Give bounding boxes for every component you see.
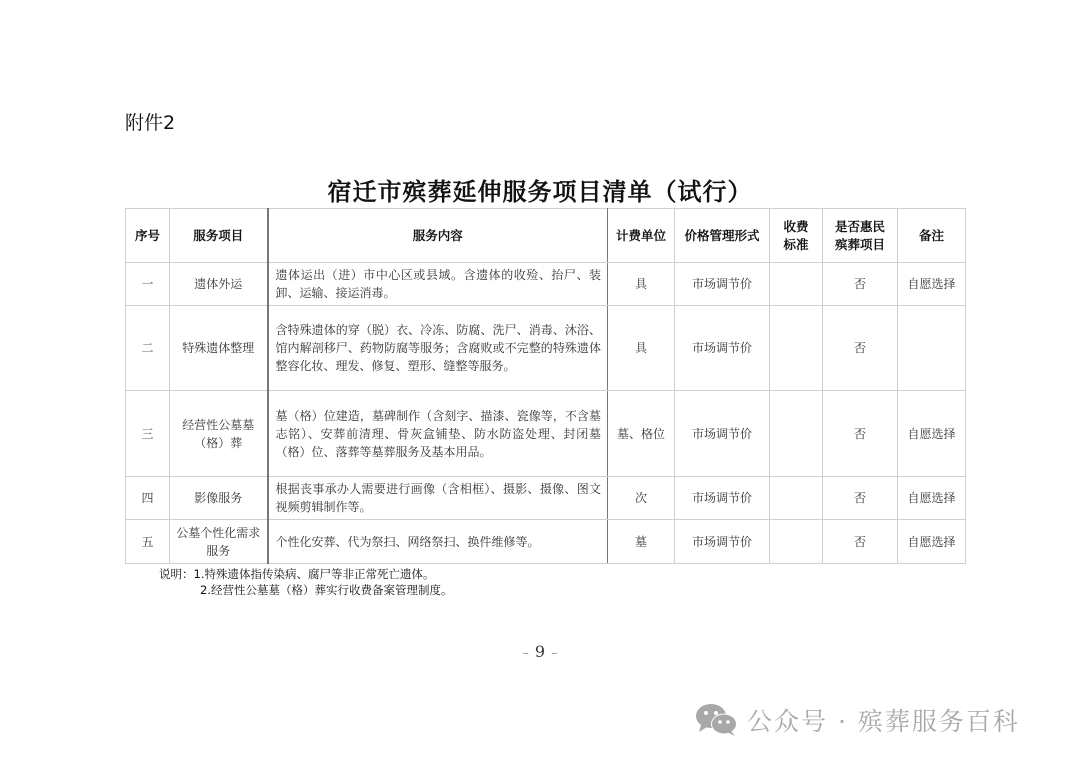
row-fee-standard [770,306,823,391]
header-no: 序号 [126,209,170,263]
table-row [126,306,966,391]
row-no: 二 [126,306,170,391]
row-unit: 次 [608,477,675,520]
row-fee-standard [770,477,823,520]
row-content: 根据丧事承办人需要进行画像（含相框）、摄影、摄像、图文视频剪辑制作等。 [268,477,608,520]
row-no: 五 [126,520,170,564]
row-is-benefit: 否 [823,520,898,564]
row-is-benefit: 否 [823,306,898,391]
row-content: 个性化安葬、代为祭扫、网络祭扫、换件维修等。 [268,520,608,564]
row-item: 公墓个性化需求服务 [170,520,268,564]
watermark-text: 公众号 · 殡葬服务百科 [747,707,1020,736]
row-fee-standard [770,391,823,477]
row-is-benefit: 否 [823,477,898,520]
row-content: 墓（格）位建造，墓碑制作（含刻字、描漆、瓷像等，不含墓志铭）、安葬前清理、骨灰盒铺垫、防水防盗处理、封闭墓（格）位、落葬等墓葬服务及基本用品。 [268,391,608,477]
row-content: 遗体运出（进）市中心区或县域。含遗体的收殓、抬尸、装卸、运输、接运消毒。 [268,263,608,306]
row-item: 遗体外运 [170,263,268,306]
row-fee-standard [770,263,823,306]
page-number: – 9 – [522,642,558,661]
wechat-icon [695,703,739,737]
attachment-label: 附件2 [125,112,176,134]
row-price-form: 市场调节价 [675,520,770,564]
row-price-form: 市场调节价 [675,477,770,520]
header-content: 服务内容 [268,209,608,263]
row-unit: 具 [608,263,675,306]
row-content: 含特殊遗体的穿（脱）衣、冷冻、防腐、洗尸、消毒、沐浴、馆内解剖移尸、药物防腐等服务；含腐败或不完整的特殊遗体整容化妆、理发、修复、塑形、缝整等服务。 [268,306,608,391]
row-remark: 自愿选择 [898,520,966,564]
row-unit: 墓、格位 [608,391,675,477]
table-notes [159,566,452,598]
table-row [126,477,966,520]
note-line-2: 2.经营性公墓墓（格）葬实行收费备案管理制度。 [200,583,453,597]
row-remark: 自愿选择 [898,391,966,477]
row-remark: 自愿选择 [898,477,966,520]
header-price-form: 价格管理形式 [675,209,770,263]
row-remark [898,306,966,391]
watermark [695,702,1020,738]
row-is-benefit: 否 [823,391,898,477]
header-remark: 备注 [898,209,966,263]
row-item: 影像服务 [170,477,268,520]
document-title: 宿迁市殡葬延伸服务项目清单（试行） [327,177,753,206]
row-remark: 自愿选择 [898,263,966,306]
table-row [126,520,966,564]
header-fee-standard: 收费 标准 [770,209,823,263]
row-item: 经营性公墓墓（格）葬 [170,391,268,477]
row-price-form: 市场调节价 [675,391,770,477]
note-line-1: 说明：1.特殊遗体指传染病、腐尸等非正常死亡遗体。 [159,567,435,581]
row-price-form: 市场调节价 [675,263,770,306]
row-no: 一 [126,263,170,306]
table-row [126,391,966,477]
row-is-benefit: 否 [823,263,898,306]
row-item: 特殊遗体整理 [170,306,268,391]
row-no: 三 [126,391,170,477]
row-fee-standard [770,520,823,564]
row-price-form: 市场调节价 [675,306,770,391]
service-items-table [125,208,966,564]
table-row [126,263,966,306]
row-no: 四 [126,477,170,520]
row-unit: 墓 [608,520,675,564]
header-unit: 计费单位 [608,209,675,263]
header-item: 服务项目 [170,209,268,263]
table-header-row [126,209,966,263]
row-unit: 具 [608,306,675,391]
header-is-benefit: 是否惠民 殡葬项目 [823,209,898,263]
